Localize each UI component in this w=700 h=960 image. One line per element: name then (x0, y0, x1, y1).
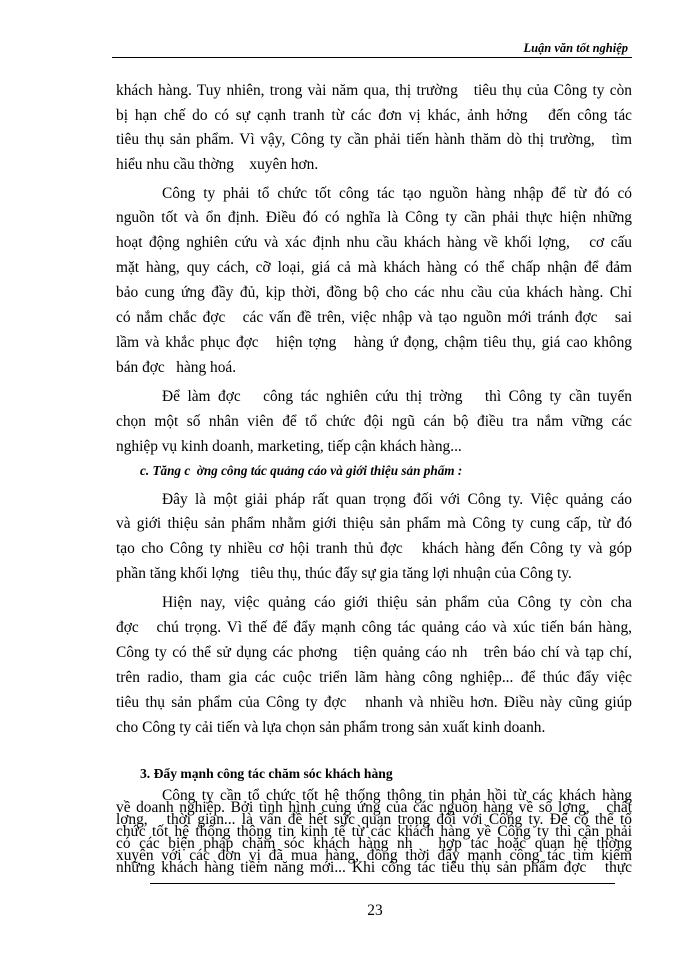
paragraph-line: trên radio, tham gia các cuộc triển lãm hàng công nghiệp... để thúc đẩy việc (116, 669, 632, 686)
footer-rule (150, 883, 615, 884)
paragraph-line: Công ty cần tổ chức tốt hệ thống thông tin phản hồi từ các khách hàng (162, 787, 632, 804)
page-number: 23 (367, 902, 383, 919)
paragraph-line: Đây là một giải pháp rất quan trọng đối với Công ty. Việc quảng cáo (162, 491, 632, 508)
paragraph-line: tạo cho Công ty nhiều cơ hội tranh thủ đợc khách hàng đến Công ty và góp (116, 540, 632, 557)
subsection-heading: c. Tăng c ờng công tác quảng cáo và giới thiệu sản phẩm : (140, 463, 463, 478)
paragraph-line: xuyên với các đơn vị đã mua hàng, đồng thời đẩy mạnh công tác tìm kiếm (116, 847, 632, 864)
paragraph-line: bán đợc hàng hoá. (116, 359, 237, 376)
paragraph-line: hoạt động nghiên cứu và xác định nhu cầu khách hàng về khối lợng, cơ cấu (116, 234, 632, 251)
running-header-title: Luận văn tốt nghiệp (523, 41, 628, 55)
paragraph-line: Công ty phải tổ chức tốt công tác tạo nguồn hàng nhập để từ đó có (162, 185, 632, 202)
paragraph-line: chọn một số nhân viên để tổ chức đội ngũ cán bộ điều tra nắm vững các (116, 413, 632, 430)
paragraph-line: những khách hàng tiềm năng mới... Khi công tác tiêu thụ sản phẩm đợc thực (116, 859, 632, 876)
paragraph-line: có nắm chắc đợc các vấn đề trên, việc nhập và tạo nguồn mới tránh đợc sai (116, 309, 632, 326)
paragraph-line: chức tốt hệ thống thông tin kinh tế từ các khách hàng về Công ty thì cần phải (116, 823, 632, 840)
paragraph-line: Công ty có thể sử dụng các phơng tiện quảng cáo nh trên báo chí và tạp chí, (116, 644, 632, 661)
paragraph-line: hiểu nhu cầu thờng xuyên hơn. (116, 156, 319, 173)
paragraph-line: có các biện pháp chăm sóc khách hàng nh hợp tác hoặc quan hệ thờng (116, 835, 632, 852)
running-header (112, 41, 632, 58)
paragraph-line: mặt hàng, quy cách, cỡ loại, giá cả mà khách hàng có thể chấp nhận để đảm (116, 259, 632, 276)
paragraph-line: bị hạn chế do có sự cạnh tranh từ các đơn vị khác, ảnh hởng đến công tác (116, 107, 632, 124)
paragraph-line: lợng, thời gian... là vấn đề hết sức quan trọng đối với Công ty. Để có thể tổ (116, 811, 632, 828)
paragraph-line: đợc chú trọng. Vì thế để đẩy mạnh công tác quảng cáo và xúc tiến bán hàng, (116, 619, 632, 636)
paragraph-line: phần tăng khối lợng tiêu thụ, thúc đẩy sự gia tăng lợi nhuận của Công ty. (116, 565, 572, 582)
paragraph-line: Hiện nay, việc quảng cáo giới thiệu sản phẩm của Công ty còn cha (162, 594, 632, 611)
paragraph-line: và giới thiệu sản phẩm nhằm giới thiệu sản phẩm mà Công ty cung cấp, từ đó (116, 515, 632, 532)
paragraph-line: nguồn tốt và ổn định. Điều đó có nghĩa là Công ty cần phải thực hiện những (116, 209, 632, 226)
section-heading: 3. Đẩy mạnh công tác chăm sóc khách hàng (140, 766, 393, 781)
paragraph-line: bảo cung ứng đầy đủ, kịp thời, đồng bộ cho các nhu cầu của khách hàng. Chỉ (116, 284, 632, 301)
paragraph-line: khách hàng. Tuy nhiên, trong vài năm qua, thị trường tiêu thụ của Công ty còn (116, 82, 632, 99)
paragraph-line: tiêu thụ sản phẩm của Công ty đợc nhanh và nhiều hơn. Điều này cũng giúp (116, 694, 632, 711)
paragraph-line: Để làm đợc công tác nghiên cứu thị trờng thì Công ty cần tuyển (162, 388, 632, 405)
paragraph-line: nghiệp vụ kinh doanh, marketing, tiếp cận khách hàng... (116, 438, 462, 455)
paragraph-line: cho Công ty cải tiến và lựa chọn sản phẩm trong sản xuất kinh doanh. (116, 719, 546, 736)
paragraph-line: lầm và khắc phục đợc hiện tợng hàng ứ đọng, chậm tiêu thụ, giá cao không (116, 334, 632, 351)
paragraph-line: về doanh nghiệp. Bởi tình hình cung ứng của các nguồn hàng về số lợng, chất (116, 799, 632, 816)
paragraph-line: tiêu thụ sản phẩm. Vì vậy, Công ty cần phải tiến hành thăm dò thị trường, tìm (116, 131, 632, 148)
